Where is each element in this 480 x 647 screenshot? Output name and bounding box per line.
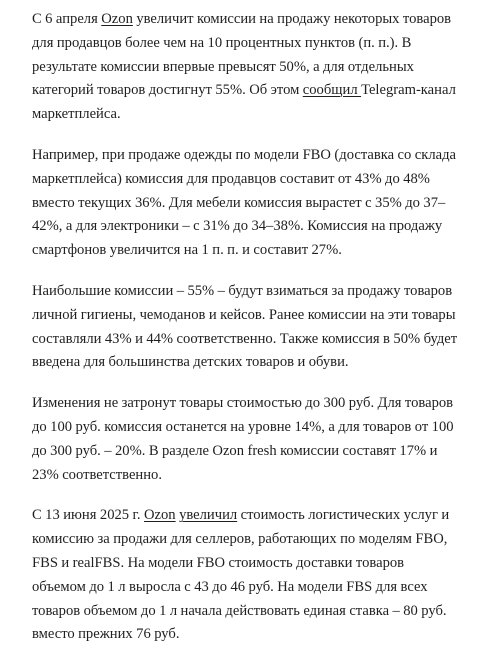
paragraph-4: Изменения не затронут товары стоимостью до 300 руб. Для товаров до 100 руб. комиссия останется на уровне 14%, а для товаров от 100 до 300 руб. – 20%. В разделе Ozon fresh комиссии составят 17% и 23% соответственно. (32, 395, 454, 483)
paragraph-2: Например, при продаже одежды по модели FBO (доставка со склада маркетплейса) комиссия для продавцов составит от 43% до 48% вместо текущих 36%. Для мебели комиссия вырастет с 35% до 37–42%, а для электроники – с 31% до 34–38%. Комиссия на продажу смартфонов увеличится на 1 п. п. и составит 27%. (32, 146, 456, 259)
paragraph-1 (32, 8, 460, 127)
paragraph-1-text-a: С 6 апреля (32, 11, 102, 27)
increased-link[interactable]: увеличил (179, 507, 238, 524)
paragraph-1-text-b: увеличит комиссии на продажу некоторых товаров для продавцов более чем на 10 процентных пунктов (п. п.). В результате комиссии впервые превысят 50%, а для отдельных категорий товаров достигнут 55%. Об этом (32, 11, 452, 99)
reported-link[interactable]: сообщил (302, 82, 362, 99)
paragraph-5-text-b: стоимость логистических услуг и комиссию за продажи для селлеров, работающих по моделям FBO, FBS и realFBS. На модели FBO стоимость доставки товаров объемом до 1 л выросла с 43 до 46 руб. На модели FBS для всех товаров объемом до 1 л начала действовать единая ставка – 80 руб. вместо прежних 76 руб. (32, 507, 450, 643)
paragraph-1-text-c: Telegram-канал маркетплейса. (32, 82, 456, 123)
paragraph-5-text-a: С 13 июня 2025 г. (32, 507, 144, 524)
paragraph-5 (32, 504, 460, 647)
ozon-link-2[interactable]: Ozon (143, 507, 176, 524)
paragraph-3: Наибольшие комиссии – 55% – будут взиматься за продажу товаров личной гигиены, чемоданов и кейсов. Ранее комиссии на эти товары составляли 43% и 44% соответственно. Также комиссия в 50% будет введена для большинства детских товаров и обуви. (32, 282, 458, 371)
ozon-link[interactable]: Ozon (101, 11, 133, 27)
